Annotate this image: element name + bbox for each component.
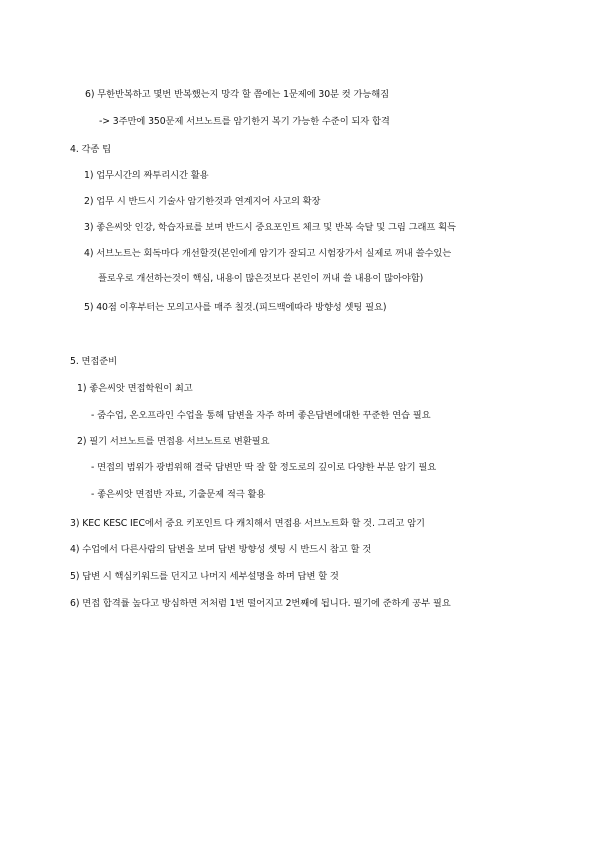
text-line-8: 플로우로 개선하는것이 핵심, 내용이 많은것보다 본인이 꺼내 쓸 내용이 많아야함): [98, 273, 424, 284]
text-line-11: 1) 좋은씨앗 면접학원이 최고: [77, 383, 193, 394]
section-heading-tips: 4. 각종 팁: [70, 144, 112, 155]
text-line-18: 5) 답변 시 핵심키워드를 던지고 나머지 세부설명을 하며 답변 할 것: [70, 571, 339, 582]
text-line-6: 3) 좋은씨앗 인강, 학습자료를 보며 반드시 중요포인트 체크 및 반복 숙달 및 그림 그래프 획득: [84, 222, 456, 233]
text-line-5: 2) 업무 시 반드시 기술사 암기한것과 연계지어 사고의 확장: [84, 196, 321, 207]
text-line-4: 1) 업무시간의 짜투리시간 활용: [84, 170, 209, 181]
text-line-16: 3) KEC KESC IEC에서 중요 키포인트 다 캐치해서 면접용 서브노트화 할 것. 그리고 암기: [70, 518, 425, 529]
text-line-7: 4) 서브노트는 회독마다 개선할것(본인에게 암기가 잘되고 시험장가서 실제로 꺼내 쓸수있는: [84, 248, 452, 259]
text-line-2: -> 3주만에 350문제 서브노트를 암기한거 복기 가능한 수준이 되자 합격: [99, 116, 390, 127]
text-line-9: 5) 40점 이후부터는 모의고사를 매주 칠것.(피드백에따라 방향성 셋팅 필요): [84, 302, 387, 313]
text-line-13: 2) 필기 서브노트를 면접용 서브노트로 변환필요: [77, 436, 270, 447]
text-line-17: 4) 수업에서 다른사람의 답변을 보며 답변 방향성 셋팅 시 반드시 참고 할 것: [70, 544, 372, 555]
text-line-15: - 좋은씨앗 면접반 자료, 기출문제 적극 활용: [91, 489, 266, 500]
text-line-19: 6) 면접 합격률 높다고 방심하면 저처럼 1번 떨어지고 2번째에 됩니다. 필기에 준하게 공부 필요: [70, 598, 451, 609]
section-heading-interview: 5. 면접준비: [70, 356, 118, 367]
text-line-1: 6) 무한반복하고 몇번 반복했는지 망각 할 쯤에는 1문제에 30분 컷 가능해짐: [85, 89, 390, 100]
text-line-14: - 면접의 범위가 광범위해 결국 답변만 딱 잘 할 정도로의 깊이로 다양한 부분 암기 필요: [91, 462, 437, 473]
text-line-12: - 줌수업, 온오프라인 수업을 통해 답변을 자주 하며 좋은답변에대한 꾸준한 연습 필요: [91, 410, 431, 421]
